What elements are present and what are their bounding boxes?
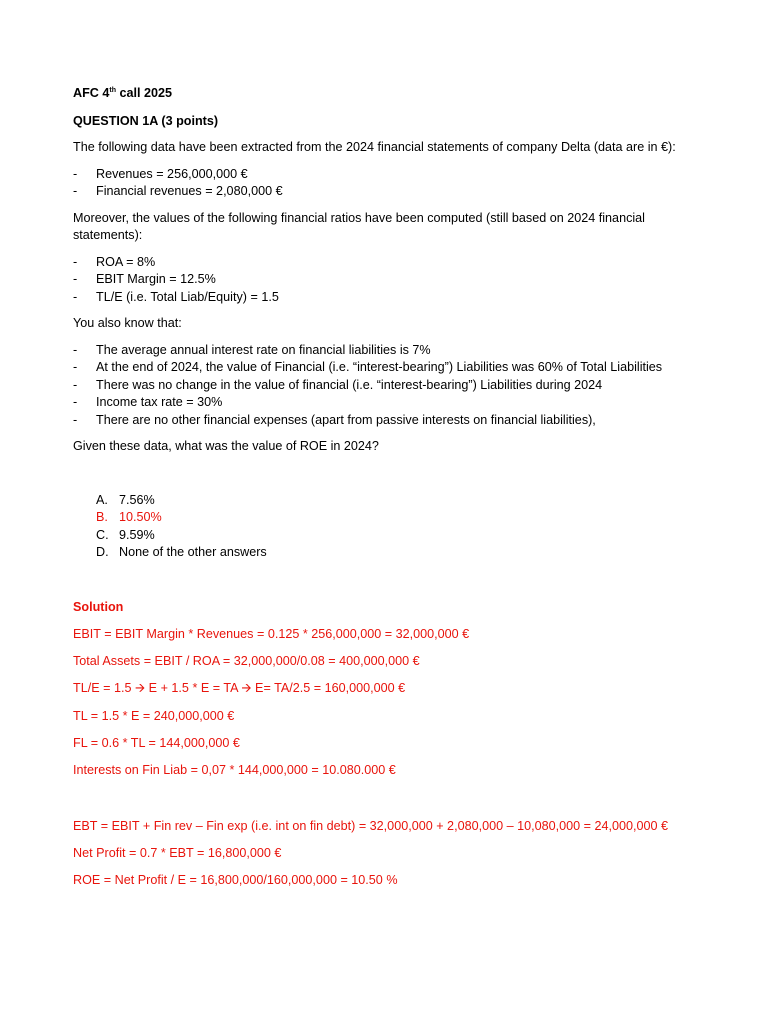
list-item: - Income tax rate = 30% xyxy=(73,395,223,409)
title-suffix: call 2025 xyxy=(116,86,173,100)
solution-line: TL/E = 1.5 🡪 E + 1.5 * E = TA 🡪 E= TA/2.5 = 160,000,000 € xyxy=(73,681,406,696)
list-item: - Revenues = 256,000,000 € xyxy=(73,166,248,181)
known-list xyxy=(73,342,698,430)
known-text: You also know that: xyxy=(73,316,182,330)
ratios-text: Moreover, the values of the following financial ratios have been computed (still based on 2024 financial statements): xyxy=(73,210,645,242)
solution-line: ROE = Net Profit / E = 16,800,000/160,000,000 = 10.50 % xyxy=(73,873,398,888)
solution-line: FL = 0.6 * TL = 144,000,000 € xyxy=(73,735,240,750)
ratios-list xyxy=(73,254,698,307)
list-item: - The average annual interest rate on financial liabilities is 7% xyxy=(73,342,431,357)
title-prefix: AFC 4 xyxy=(73,86,110,100)
intro-text: The following data have been extracted from the 2024 financial statements of company Delta (data are in €): xyxy=(73,140,676,154)
question-text: Given these data, what was the value of ROE in 2024? xyxy=(73,439,379,453)
intro-list xyxy=(73,166,698,201)
list-item: - There are no other financial expenses (apart from passive interests on financial liabilities), xyxy=(73,412,596,427)
answer-option-a: A. 7.56% xyxy=(96,492,155,507)
solution-line: TL = 1.5 * E = 240,000,000 € xyxy=(73,708,235,723)
list-item: - There was no change in the value of financial (i.e. “interest-bearing”) Liabilities during 2024 xyxy=(73,377,603,392)
list-item: - EBIT Margin = 12.5% xyxy=(73,272,216,286)
list-item: - Financial revenues = 2,080,000 € xyxy=(73,184,283,198)
title-superscript: th xyxy=(109,86,116,94)
spacer xyxy=(73,790,698,818)
solution-line: EBT = EBIT + Fin rev – Fin exp (i.e. int on fin debt) = 32,000,000 + 2,080,000 – 10,080,000 = 24,000,000 € xyxy=(73,818,669,833)
solution-heading: Solution xyxy=(73,599,124,614)
answer-option-d: D. None of the other answers xyxy=(96,545,267,559)
answer-list xyxy=(73,492,698,562)
solution-line: Interests on Fin Liab = 0,07 * 144,000,000 = 10.080.000 € xyxy=(73,763,396,778)
answer-option-c: C. 9.59% xyxy=(96,527,155,542)
document-title xyxy=(73,85,698,103)
question-label: QUESTION 1A (3 points) xyxy=(73,113,219,128)
solution-line: Total Assets = EBIT / ROA = 32,000,000/0.08 = 400,000,000 € xyxy=(73,654,420,669)
list-item: - ROA = 8% xyxy=(73,254,156,269)
document-page xyxy=(73,85,698,899)
solution-line: Net Profit = 0.7 * EBT = 16,800,000 € xyxy=(73,845,282,860)
list-item: - At the end of 2024, the value of Financial (i.e. “interest-bearing”) Liabilities was 60% of Total Liabilities xyxy=(73,360,663,374)
solution-line: EBIT = EBIT Margin * Revenues = 0.125 * 256,000,000 = 32,000,000 € xyxy=(73,626,470,641)
answer-option-b: B. 10.50% xyxy=(96,510,162,524)
list-item: - TL/E (i.e. Total Liab/Equity) = 1.5 xyxy=(73,289,279,304)
